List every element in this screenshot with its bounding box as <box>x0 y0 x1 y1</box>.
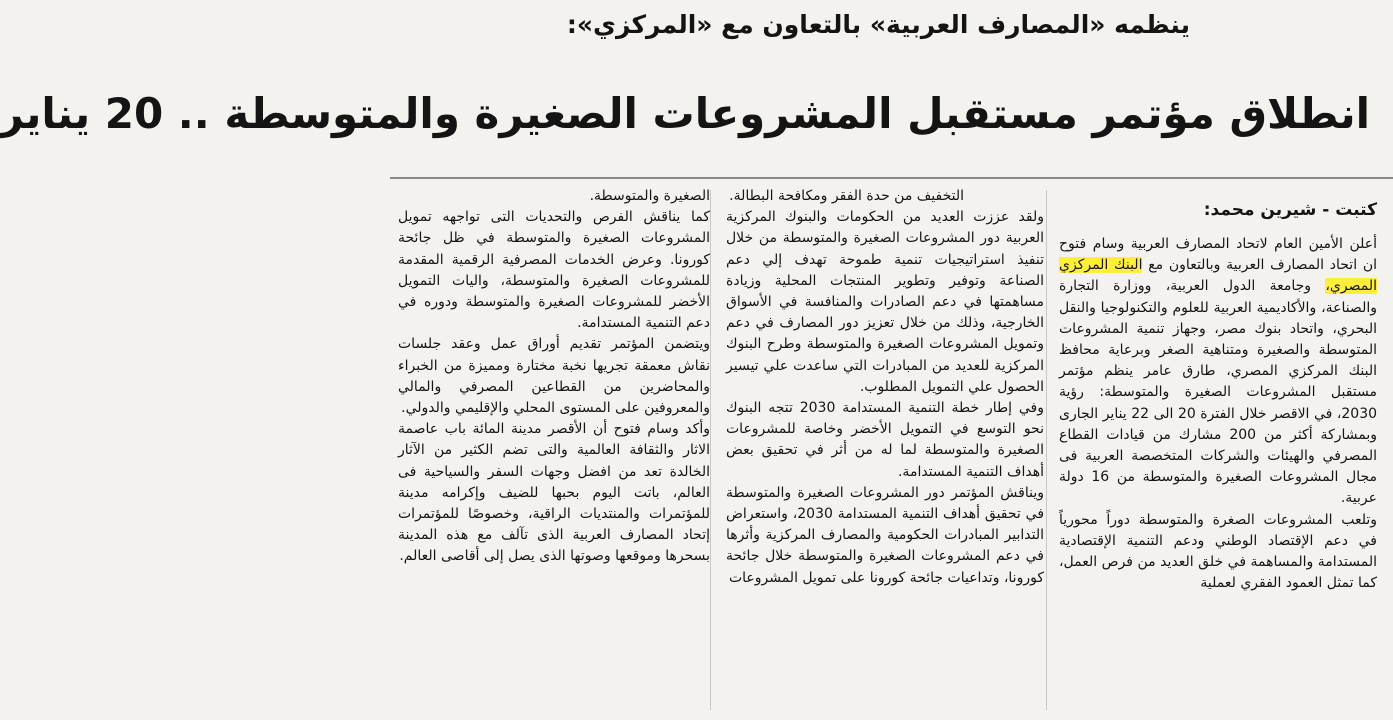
article-kicker: ينظمه «المصارف العربية» بالتعاون مع «المركزي»: <box>566 10 1190 39</box>
column-2-paragraph-4: ويناقش المؤتمر دور المشروعات الصغيرة والمتوسطة في تحقيق أهداف التنمية المستدامة 2030، واستعراض التدابير المبادرات الحكومية والمصارف المركزية وأثرها في دعم المشروعات الصغيرة والمتوسطة خلال جائحة كورونا، وتداعيات جائحة كورونا على تمويل المشروعات <box>726 484 1045 586</box>
article-headline: انطلاق مؤتمر مستقبل المشروعات الصغيرة والمتوسطة .. 20 يناير <box>0 89 1370 138</box>
column-2-paragraph-1: التخفيف من حدة الفقر ومكافحة البطالة. <box>729 188 964 204</box>
article-column-3 <box>398 186 710 716</box>
paragraph-text: وجامعة الدول العربية، ووزارة التجارة والصناعة، والأكاديمية العربية للعلوم والتكنولوجيا والنقل البحري، واتحاد بنوك مصر، وجهاز تنمية المشروعات المتوسطة والصغيرة ومتناهية الصغر وبرعاية محافظ البنك المركزي المصري، طارق عامر ينظم مؤتمر مستقبل المشروعات الصغيرة والمتوسطة: رؤية 2030، في الاقصر خلال الفترة 20 الى 22 يناير الجارى وبمشاركة أكثر من 200 مشارك من قيادات القطاع المصرفي والهيئات والشركات المتخصصة العربية فى مجال المشروعات الصغيرة والمتوسطة من 16 دولة عربية. <box>1059 278 1378 507</box>
column-3-paragraph-1: الصغيرة والمتوسطة. <box>589 188 710 204</box>
column-2-paragraph-3: وفي إطار خطة التنمية المستدامة 2030 تتجه البنوك نحو التوسع في التمويل الأخضر وخاصة للمشروعات الصغيرة والمتوسطة لما له من أثر في تحقيق بعض أهداف التنمية المستدامة. <box>726 400 1044 480</box>
article-byline: كتبت - شيرين محمد: <box>1203 200 1377 220</box>
column-3-paragraph-3: ويتضمن المؤتمر تقديم أوراق عمل وعقد جلسات نقاش معمقة تجريها نخبة مختارة ومميزة من الخبراء والمحاضرين من القطاعين المصرفي والمالي والمعروفين على المستوى المحلي والإقليمي والدولي. <box>398 336 710 417</box>
column-1-paragraph-2: وتلعب المشروعات الصغرة والمتوسطة دوراً محورياً في دعم الإقتصاد الوطني ودعم التنمية الإقتصادية المستدامة والمساهمة في خلق العديد من فرص العمل، كما تمثل العمود الفقري لعملية <box>1059 511 1377 592</box>
column-3-paragraph-4: وأكد وسام فتوح أن الأقصر مدينة المائة باب عاصمة الاثار والثقافة العالمية والتى تضم الكثير من الآثار الخالدة تعد من افضل وجهات السفر والسياحية فى العالم، باتت اليوم بحبها للضيف وإكرامه مدينة للمؤتمرات والمنتديات الراقية، وخصوصًا للمؤتمرات إتحاد المصارف العربية الذى تآلف مع هذه المدينة بسحرها وموقعها وصوتها الذى يصل إلى أقاصى العالم. <box>398 421 710 565</box>
paragraph-text: أعلن الأمين العام لاتحاد المصارف العربية وسام فتوح ان اتحاد المصارف العربية وبالتعاون مع <box>1059 236 1377 274</box>
column-3-paragraph-2: كما يناقش الفرص والتحديات التى تواجهه تمويل المشروعات الصغيرة والمتوسطة في ظل جائحة كورونا. وعرض الخدمات المصرفية الرقمية المقدمة للمشروعات الصغيرة والمتوسطة، واليات التمويل الأخضر للمشروعات الصغيرة والمتوسطة ودوره في دعم التنمية المستدامة. <box>398 209 710 332</box>
headline-rule <box>390 177 1393 179</box>
column-1-paragraph-1 <box>1059 234 1377 510</box>
article-column-2 <box>726 186 1044 716</box>
column-divider <box>1046 190 1047 710</box>
article-column-1 <box>1059 186 1377 716</box>
highlighted-text: البنك المركزي المصري، <box>1059 257 1377 295</box>
column-divider <box>710 190 711 710</box>
column-2-paragraph-2: ولقد عززت العديد من الحكومات والبنوك المركزية العربية دور المشروعات الصغيرة والمتوسطة من خلال تنفيذ استراتيجيات تنمية طموحة تهدف إلي دعم الصناعة وتوفير وتطوير المنتجات المحلية وزيادة مساهمتها في دعم الصادرات والمنافسة في الأسواق الخارجية، وذلك من خلال تعزيز دور المصارف في دعم وتمويل المشروعات الصغيرة والمتوسطة وطرح البنوك المركزية للعديد من المبادرات التي ساعدت علي تيسير الحصول علي التمويل المطلوب. <box>726 209 1044 395</box>
